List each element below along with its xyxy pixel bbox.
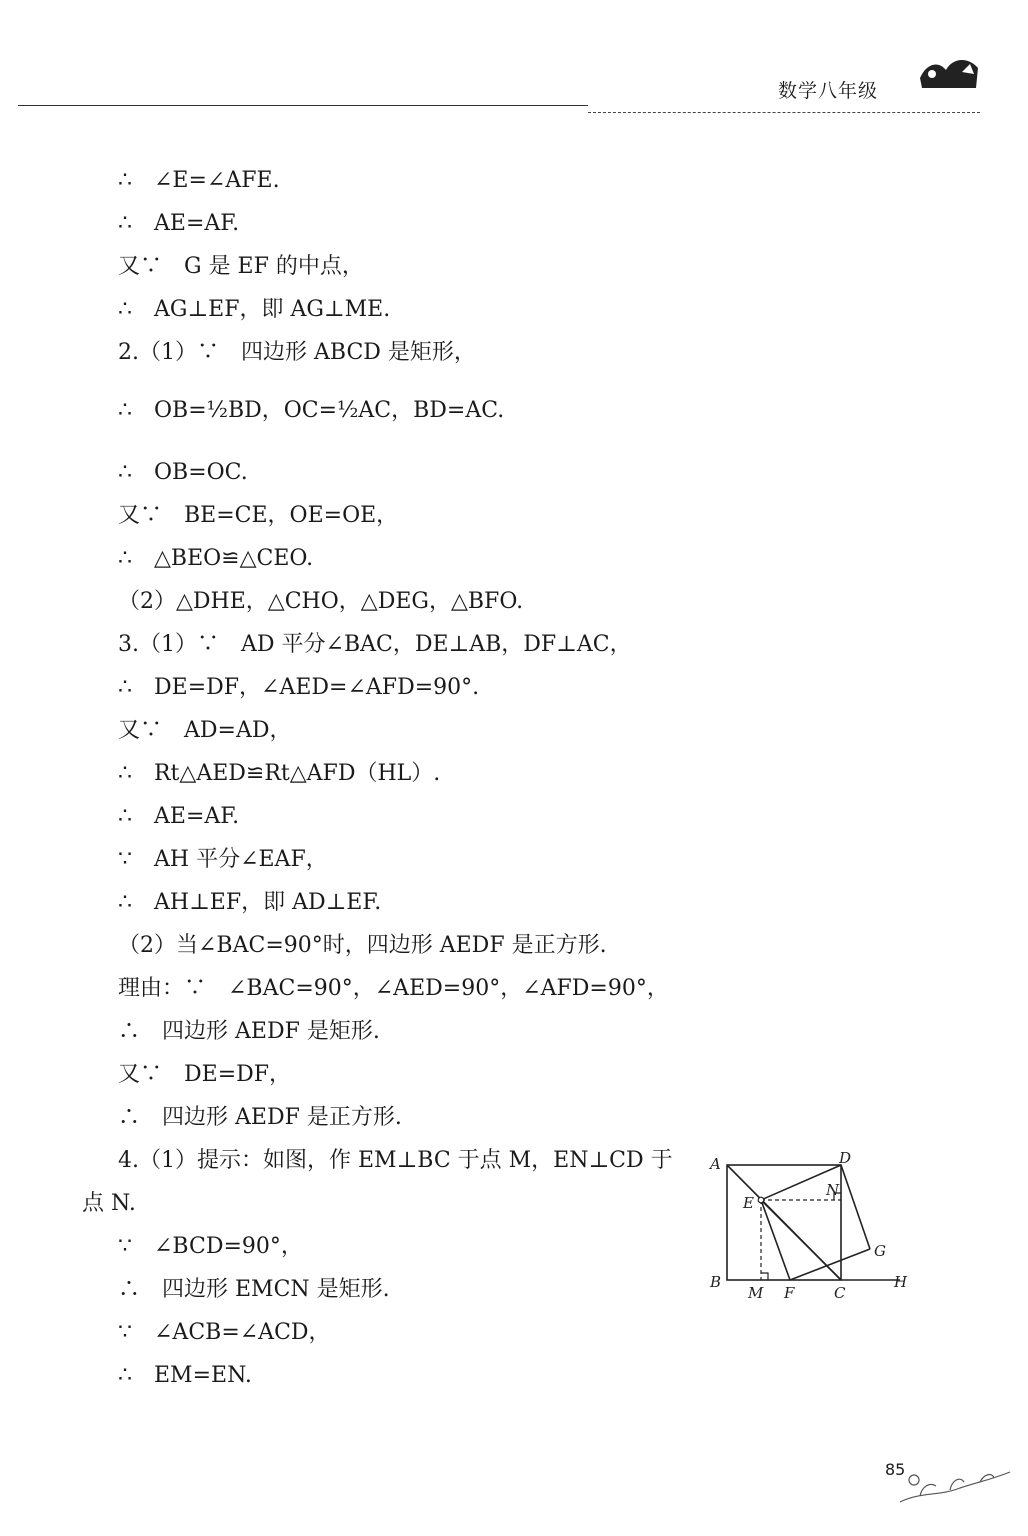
- label-b: B: [710, 1273, 722, 1291]
- label-m: M: [748, 1284, 764, 1302]
- header-rule-dashed: [588, 112, 980, 113]
- solution-line: 又∵ AD=AD，: [118, 718, 292, 743]
- solution-line: 3.（1）∵ AD 平分∠BAC，DE⊥AB，DF⊥AC，: [118, 632, 632, 657]
- label-c: C: [834, 1284, 846, 1302]
- solution-line: 2.（1）∵ 四边形 ABCD 是矩形，: [118, 340, 476, 365]
- solution-line: 又∵ BE=CE，OE=OE，: [118, 503, 399, 528]
- logo-icon: [912, 48, 984, 96]
- solution-line: 4.（1）提示：如图，作 EM⊥BC 于点 M，EN⊥CD 于: [118, 1148, 673, 1173]
- header-rule: [18, 105, 588, 106]
- label-n: N: [826, 1181, 840, 1199]
- solution-line: （2）当∠BAC=90°时，四边形 AEDF 是正方形.: [118, 933, 607, 958]
- solution-line: ∴ 四边形 EMCN 是矩形.: [118, 1277, 390, 1302]
- label-e: E: [743, 1194, 754, 1212]
- solution-line: ∴ 四边形 AEDF 是正方形.: [118, 1105, 402, 1130]
- solution-line: ∴ AH⊥EF，即 AD⊥EF.: [118, 890, 382, 915]
- label-g: G: [874, 1242, 886, 1260]
- solution-line: 又∵ G 是 EF 的中点，: [118, 254, 364, 279]
- solution-line: ∴ AG⊥EF，即 AG⊥ME.: [118, 297, 391, 322]
- solution-line: ∵ ∠ACB=∠ACD，: [118, 1320, 331, 1345]
- label-d: D: [839, 1149, 852, 1167]
- label-f: F: [784, 1284, 795, 1302]
- header-title: 数学八年级: [778, 80, 879, 102]
- solution-line: ∵ ∠BCD=90°，: [118, 1234, 303, 1259]
- label-h: H: [894, 1273, 908, 1291]
- label-a: A: [710, 1155, 721, 1173]
- vine-decoration-icon: [900, 1462, 1020, 1528]
- solution-line: ∴ DE=DF，∠AED=∠AFD=90°.: [118, 675, 480, 700]
- geometry-figure: [700, 1145, 920, 1305]
- solution-line: ∴ AE=AF.: [118, 211, 240, 236]
- solution-line: 又∵ DE=DF，: [118, 1062, 292, 1087]
- solution-line: ∵ AH 平分∠EAF，: [118, 847, 328, 872]
- solution-line: ∴ Rt△AED≌Rt△AFD（HL）.: [118, 761, 441, 786]
- solution-line: 点 N.: [82, 1191, 136, 1216]
- solution-line: ∴ OB=OC.: [118, 460, 248, 485]
- solution-line: ∴ △BEO≌△CEO.: [118, 546, 314, 571]
- solution-line: ∴ EM=EN.: [118, 1363, 252, 1388]
- solution-line: 理由：∵ ∠BAC=90°，∠AED=90°，∠AFD=90°，: [118, 976, 669, 1001]
- solution-line: ∴ OB=½BD，OC=½AC，BD=AC.: [118, 398, 505, 423]
- solution-line: ∴ ∠E=∠AFE.: [118, 168, 280, 193]
- page-number: 85: [885, 1460, 906, 1479]
- solution-line: ∴ AE=AF.: [118, 804, 240, 829]
- solution-line: （2）△DHE，△CHO，△DEG，△BFO.: [118, 589, 524, 614]
- solution-line: ∴ 四边形 AEDF 是矩形.: [118, 1019, 380, 1044]
